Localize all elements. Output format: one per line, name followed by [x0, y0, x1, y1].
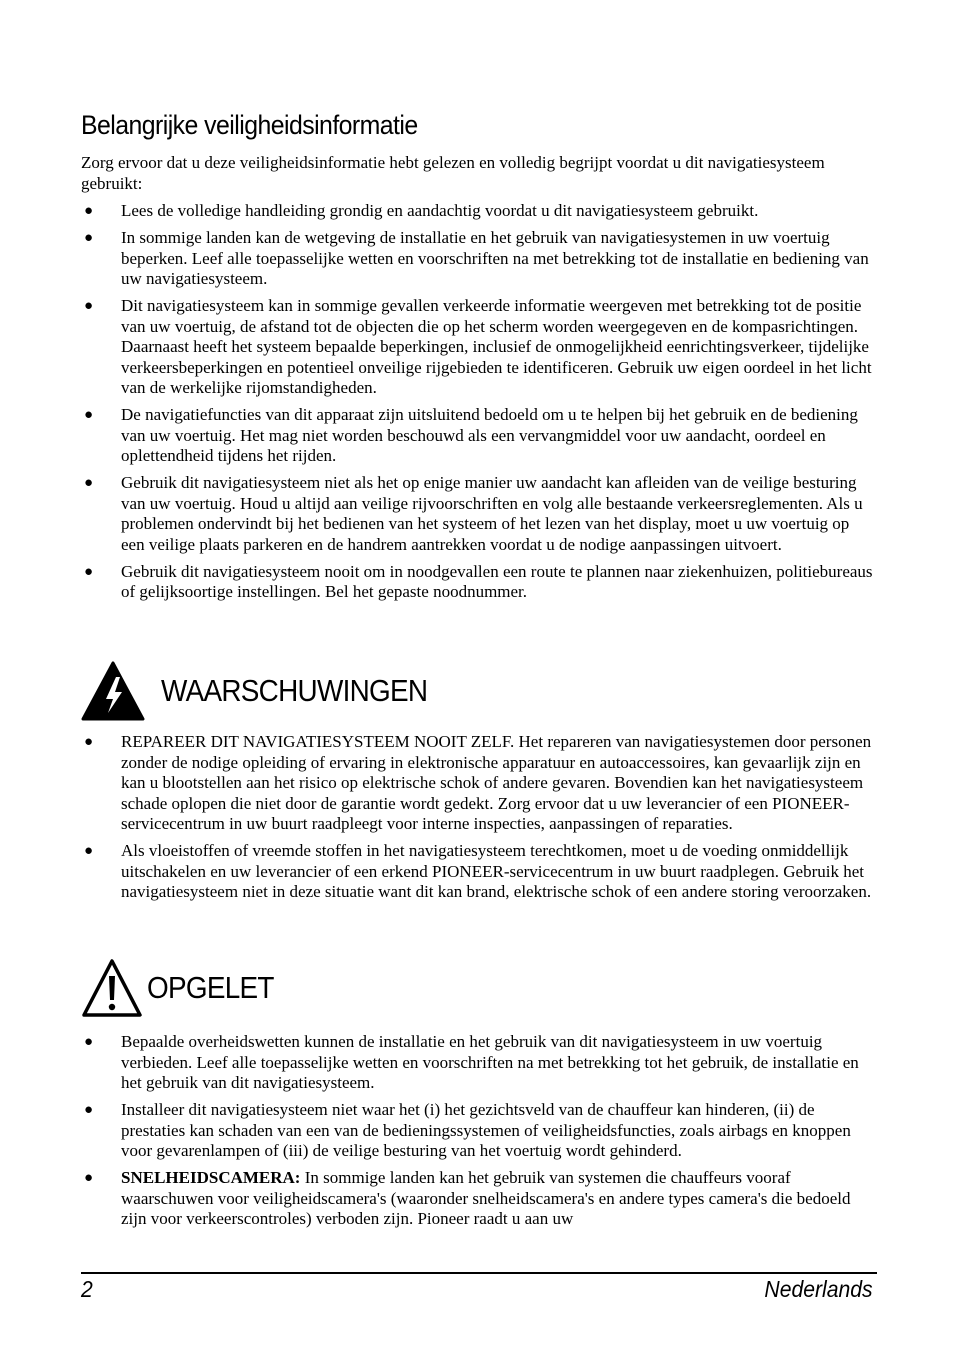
bullet-icon: ●: [84, 1170, 94, 1186]
bullet-icon: ●: [84, 203, 94, 219]
warnings-title: WAARSCHUWINGEN: [161, 673, 428, 708]
exclamation-warning-icon: [81, 958, 143, 1018]
caution-title: OPGELET: [147, 970, 274, 1005]
footer-divider: [81, 1272, 877, 1274]
warnings-list: [81, 732, 875, 909]
intro-paragraph: Zorg ervoor dat u deze veiligheidsinformatie hebt gelezen en volledig begrijpt voordat u dit navigatiesysteem gebruikt:: [81, 153, 825, 193]
bullet-icon: ●: [84, 298, 94, 314]
footer-language: Nederlands: [764, 1276, 873, 1302]
page-number: 2: [81, 1276, 93, 1302]
list-item: ● Gebruik dit navigatiesysteem niet als het op enige manier uw aandacht kan afleiden van de veilige besturing van uw voertuig. Houd u altijd aan veilige rijvoorschriften en volg alle bestaande verkeersreglementen. Als u problemen ondervindt bij het bedienen van het systeem of het lezen van het display, moet u uw voertuig op een veilige plaats parkeren en de handrem aantrekken voordat u de nodige aanpassingen uitvoert.: [84, 473, 863, 554]
safety-list: [81, 201, 875, 609]
list-item: ● Lees de volledige handleiding grondig en aandachtig voordat u dit navigatiesysteem gebruikt.: [84, 201, 759, 220]
list-item: ● Dit navigatiesysteem kan in sommige gevallen verkeerde informatie weergeven met betrekking tot de positie van uw voertuig, de afstand tot de objecten die op het scherm worden weergegeven en de kompasrichtingen. Daarnaast heeft het systeem bepaalde beperkingen, inclusief de onmogelijkheid eenrichtingsverkeer, tijdelijke verkeersbeperkingen en potentieel onveilige rijgebieden te identificeren. Gebruik uw eigen oordeel in het licht van de werkelijke rijomstandigheden.: [84, 296, 872, 397]
bullet-icon: ●: [84, 843, 94, 859]
electric-shock-warning-icon: [81, 661, 145, 721]
section-title: Belangrijke veiligheidsinformatie: [81, 110, 418, 140]
list-item: ● De navigatiefuncties van dit apparaat zijn uitsluitend bedoeld om u te helpen bij het gebruik en de bediening van uw voertuig. Het mag niet worden beschouwd als een vervangmiddel voor uw aandacht, oordeel en oplettendheid tijdens het rijden.: [84, 405, 858, 465]
list-item: ● REPAREER DIT NAVIGATIESYSTEEM NOOIT ZELF. Het repareren van navigatiesystemen door personen zonder de nodige opleiding of ervaring in elektronische apparatuur en autoaccessoires, kan gevaarlijk zijn en kan u blootstellen aan het risico op elektrische schok of andere gevaren. Bovendien kan het navigatiesysteem schade oplopen die niet door de garantie wordt gedekt. Zorg ervoor dat u uw leverancier of een PIONEER-servicecentrum in uw buurt raadpleegt voor interne inspecties, aanpassingen of reparaties.: [84, 732, 872, 833]
list-item: ● Als vloeistoffen of vreemde stoffen in het navigatiesysteem terechtkomen, moet u de voeding onmiddellijk uitschakelen en uw leverancier of een erkend PIONEER-servicecentrum in uw buurt raadplegen. Gebruik het navigatiesysteem niet in deze situatie want dit kan brand, elektrische schok of een andere storing veroorzaken.: [84, 841, 872, 901]
list-item: ● Gebruik dit navigatiesysteem nooit om in noodgevallen een route te plannen naar ziekenhuizen, politiebureaus of gelijksoortige instellingen. Bel het gepaste noodnummer.: [84, 561, 873, 601]
bullet-icon: ●: [84, 563, 94, 580]
bullet-icon: ●: [84, 1034, 94, 1050]
caution-header: [81, 958, 288, 1018]
bullet-icon: ●: [84, 1102, 94, 1118]
bullet-icon: ●: [84, 734, 94, 750]
list-item: ● Installeer dit navigatiesysteem niet waar het (i) het gezichtsveld van de chauffeur kan hinderen, (ii) de prestaties kan schaden van een van de bedieningssystemen of veiligheidsfuncties, zoals airbags en knoppen voor gevarenlampen of (iii) de veilige besturing van het voertuig wordt gehinderd.: [84, 1100, 851, 1160]
list-item: ● In sommige landen kan de wetgeving de installatie en het gebruik van navigatiesystemen in uw voertuig beperken. Leef alle toepasselijke wetten en voorschriften na met betrekking tot de installatie en bediening van uw navigatiesysteem.: [84, 228, 869, 288]
speed-camera-label: SNELHEIDSCAMERA:: [121, 1168, 301, 1187]
list-item: ● Bepaalde overheidswetten kunnen de installatie en het gebruik van dit navigatiesysteem in uw voertuig verbieden. Leef alle toepasselijke wetten en voorschriften na met betrekking tot het gebruik, de installatie en het gebruik van dit navigatiesysteem.: [84, 1032, 859, 1092]
list-item: ● SNELHEIDSCAMERA: In sommige landen kan het gebruik van systemen die chauffeurs vooraf waarschuwen voor veiligheidscamera's (waaronder snelheidscamera's en andere types camera's die bedoeld zijn voor verkeerscontroles) verboden zijn. Pioneer raadt u aan uw: [84, 1168, 851, 1228]
bullet-icon: ●: [84, 230, 94, 246]
bullet-icon: ●: [84, 407, 94, 423]
warnings-header: [81, 661, 457, 721]
caution-list: [81, 1032, 875, 1236]
bullet-icon: ●: [84, 475, 94, 491]
page-footer: [81, 1276, 873, 1303]
